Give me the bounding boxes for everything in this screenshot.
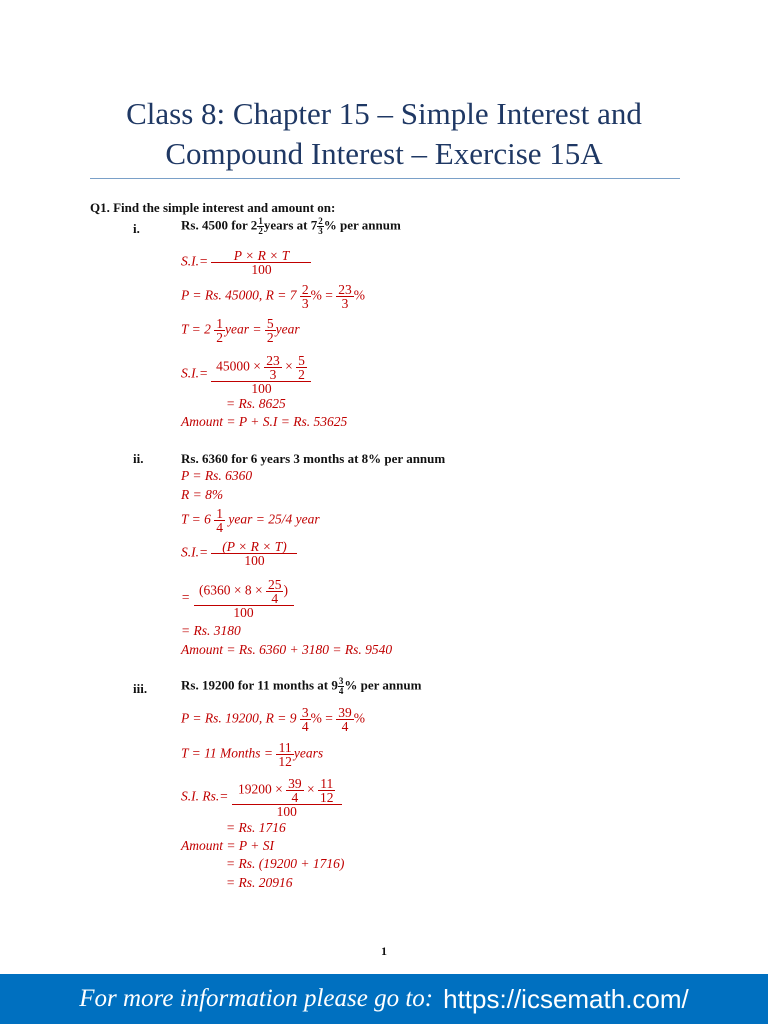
- footer-banner: [0, 974, 768, 1024]
- si-result: = Rs. 3180: [181, 623, 241, 638]
- time-line: T = 2 $\frac{1}{2}$ year = $\frac{5}{2}$ year: [181, 316, 300, 345]
- si-calculation: S.I. Rs.= 19200 × $\frac{39}{4}$ × $\frac{11}{12}$ 100: [181, 777, 342, 818]
- amount-line: = Rs. 20916: [226, 875, 293, 890]
- title-divider: [90, 178, 680, 179]
- principal-line: P = Rs. 6360: [181, 468, 253, 483]
- si-formula: S.I.= $\frac{P \times R \times T}{100}$: [181, 249, 311, 276]
- time-line: T = 11 Months = $\frac{11}{12}$ years: [181, 740, 324, 769]
- si-result: = Rs. 8625: [226, 396, 286, 411]
- footer-text: For more information please go to:: [79, 985, 434, 1012]
- part-numeral: i.: [133, 221, 140, 236]
- footer-link[interactable]: https://icsemath.com/: [443, 983, 689, 1014]
- part-numeral: ii.: [133, 451, 144, 466]
- amount-line: Amount = Rs. 6360 + 3180 = Rs. 9540: [181, 642, 393, 657]
- time-line: T = 6 $\frac{1}{4}$ year = 25/4 year: [181, 506, 320, 535]
- si-calculation: = (6360 × 8 × $\frac{25}{4}$ ) 100: [181, 578, 294, 619]
- page-number: 1: [381, 944, 387, 958]
- part-heading: Rs. 4500 for 2 $\frac{1}{2}$ years at 7 $\frac{2}{3}$ % per annum: [181, 216, 401, 236]
- part-heading: Rs. 6360 for 6 years 3 months at 8% per annum: [181, 451, 446, 466]
- principal-rate-line: P = Rs. 45000, R = 7 $\frac{2}{3}$ % = $\frac{23}{3}$ %: [181, 282, 365, 311]
- page-title-line-2: Compound Interest – Exercise 15A: [165, 136, 603, 171]
- amount-line: = Rs. (19200 + 1716): [226, 856, 345, 871]
- si-result: = Rs. 1716: [226, 820, 286, 835]
- amount-line: Amount = P + S.I = Rs. 53625: [181, 414, 348, 429]
- page-title-line-1: Class 8: Chapter 15 – Simple Interest and: [126, 96, 642, 131]
- amount-line: Amount = P + SI: [181, 838, 274, 853]
- si-formula: S.I.= $\frac{(P \times R \times T)}{100}$: [181, 540, 297, 567]
- si-calculation: S.I.= 45000 × $\frac{23}{3}$ × $\frac{5}{2}$ 100: [181, 354, 311, 395]
- rate-line: R = 8%: [181, 487, 224, 502]
- part-numeral: iii.: [133, 681, 148, 696]
- question-text: Q1. Find the simple interest and amount on:: [90, 200, 336, 215]
- part-heading: Rs. 19200 for 11 months at 9 $\frac{3}{4}$ % per annum: [181, 676, 422, 696]
- principal-rate-line: P = Rs. 19200, R = 9 $\frac{3}{4}$ % = $\frac{39}{4}$ %: [181, 705, 365, 734]
